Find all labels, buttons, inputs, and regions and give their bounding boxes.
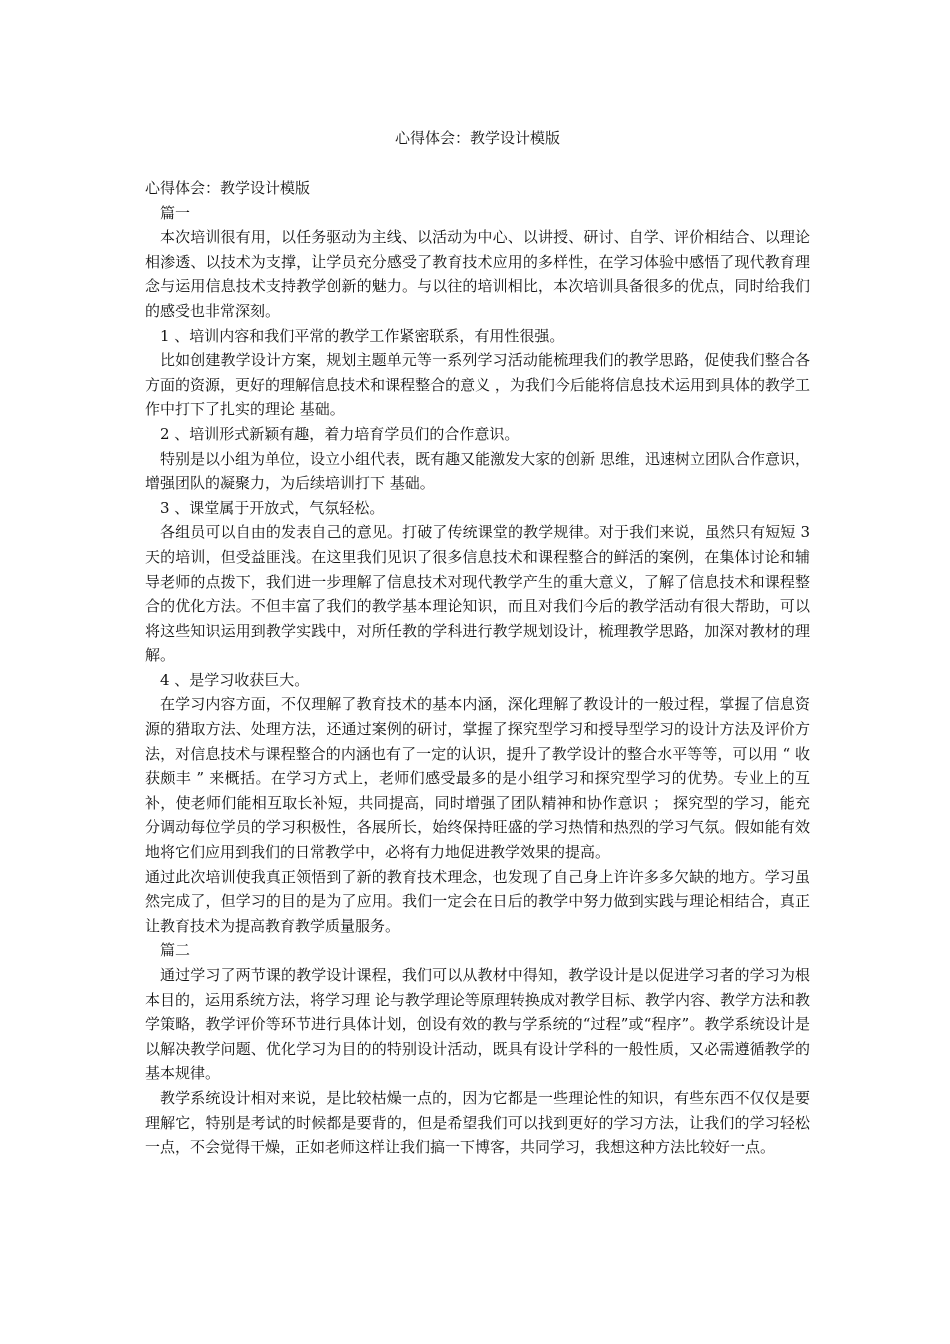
paragraph: 通过学习了两节课的教学设计课程，我们可以从教材中得知，教学设计是以促进学习者的学习为根本目的，运用系统方法，将学习理 论与教学理论等原理转换成对教学目标、教学内容、教学方法和教学策略，教学评价等环节进行具体计划，创设有效的教与学系统的“过程”或“程序”。教学系统设计是以解决教学问题、优化学习为目的的特别设计活动，既具有设计学科的一般性质，又必需遵循教学的基本规律。 [145,966,810,1083]
list-point-2: 2 、培训形式新颖有趣，着力培育学员们的合作意识。 [160,424,520,443]
paragraph: 特别是以小组为单位，设立小组代表，既有趣又能激发大家的创新 思维，迅速树立团队合作意识，增强团队的凝聚力，为后续培训打下 基础。 [145,449,810,493]
paragraph: 本次培训很有用，以任务驱动为主线、以活动为中心、以讲授、研讨、自学、评价相结合、以理论相渗透、以技术为支撑，让学员充分感受了教育技术应用的多样性，在学习体验中感悟了现代教育理念与运用信息技术支持教学创新的魅力。与以往的培训相比，本次培训具备很多的优点，同时给我们的感受也非常深刻。 [145,228,810,320]
list-point-3: 3 、课堂属于开放式，气氛轻松。 [160,498,385,517]
subtitle-heading: 心得体会：教学设计模版 [145,179,311,197]
list-point-4: 4 、是学习收获巨大。 [160,670,310,689]
section-heading-1: 篇一 [160,203,191,222]
paragraph: 通过此次培训使我真正领悟到了新的教育技术理念，也发现了自己身上许许多多欠缺的地方。学习虽然完成了，但学习的目的是为了应用。我们一定会在日后的教学中努力做到实践与理论相结合，真正让教育技术为提高教育教学质量服务。 [145,867,810,935]
paragraph: 教学系统设计相对来说，是比较枯燥一点的，因为它都是一些理论性的知识，有些东西不仅仅是要理解它，特别是考试的时候都是要背的，但是希望我们可以找到更好的学习方法，让我们的学习轻松一点，不会觉得干燥，正如老师这样让我们搞一下博客，共同学习，我想这种方法比较好一点。 [145,1088,810,1157]
paragraph: 比如创建教学设计方案，规划主题单元等一系列学习活动能梳理我们的教学思路，促使我们整合各方面的资源，更好的理解信息技术和课程整合的意义 ，为我们今后能将信息技术运用到具体的教学工作中打下了扎实的理论 基础。 [145,351,810,419]
paragraph: 在学习内容方面，不仅理解了教育技术的基本内涵，深化理解了教设计的一般过程，掌握了信息资源的猎取方法、处理方法，还通过案例的研讨，掌握了探究型学习和授导型学习的设计方法及评价方法，对信息技术与课程整合的内涵也有了一定的认识，提升了教学设计的整合水平等等，可以用 “ 收获颇丰 ” 来概括。在学习方式上，老师们感受最多的是小组学习和探究型学习的优势。专业上的互补，使老师们能相互取长补短，共同提高，同时增强了团队精神和协作意识 ； 探究型的学习，能充分调动每位学员的学习积极性，各展所长，始终保持旺盛的学习热情和热烈的学习气氛。假如能有效地将它们应用到我们的日常教学中，必将有力地促进教学效果的提高。 [145,695,810,862]
document-body [145,176,810,1160]
document-page [145,118,810,1160]
section-heading-2: 篇二 [160,941,191,960]
paragraph: 各组员可以自由的发表自己的意见。打破了传统课堂的教学规律。对于我们来说，虽然只有短短 3 天的培训，但受益匪浅。在这里我们见识了很多信息技术和课程整合的鲜活的案例，在集体讨论和辅导老师的点拨下，我们进一步理解了信息技术对现代教学产生的重大意义，了解了信息技术和课程整合的优化方法。不但丰富了我们的教学基本理论知识，而且对我们今后的教学活动有很大帮助，可以将这些知识运用到教学实践中，对所任教的学科进行教学规划设计，梳理教学思路，加深对教材的理解。 [145,523,810,665]
document-title: 心得体会：教学设计模版 [394,129,560,147]
list-point-1: 1 、培训内容和我们平常的教学工作紧密联系，有用性很强。 [160,326,565,345]
